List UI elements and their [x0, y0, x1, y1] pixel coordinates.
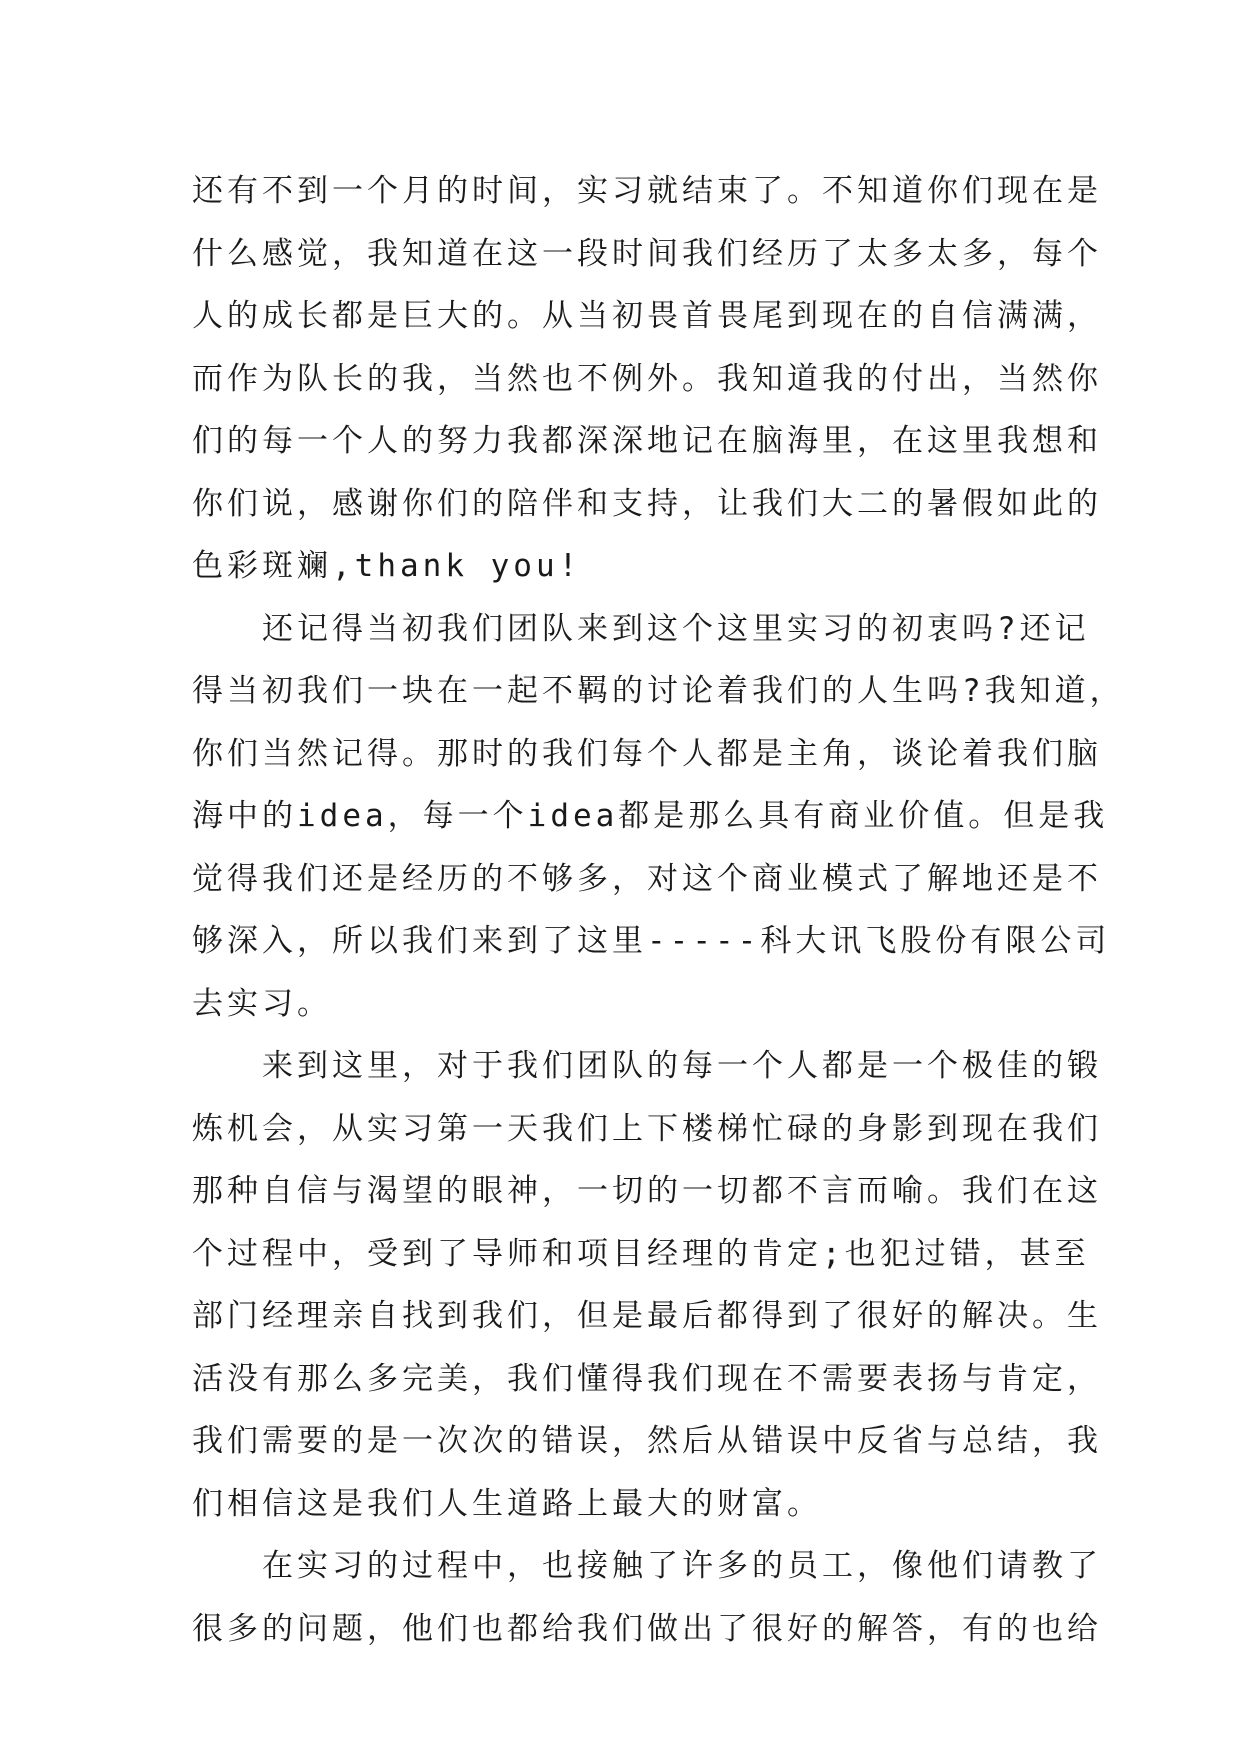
- text-line: 够深入，所以我们来到了这里-----科大讯飞股份有限公司: [192, 923, 1111, 959]
- body-text: [192, 160, 1125, 1660]
- text-line: 你们当然记得。那时的我们每个人都是主角，谈论着我们脑: [192, 735, 1102, 772]
- text-line: 海中的idea，每一个idea都是那么具有商业价值。但是我: [192, 798, 1109, 834]
- text-line: 去实习。: [192, 985, 332, 1022]
- text-line: 还有不到一个月的时间，实习就结束了。不知道你们现在是: [192, 173, 1102, 209]
- text-line: 还记得当初我们团队来到这个这里实习的初衷吗?还记: [192, 610, 1090, 647]
- text-line: 活没有那么多完美，我们懂得我们现在不需要表扬与肯定，: [192, 1360, 1102, 1397]
- text-line: 炼机会，从实习第一天我们上下楼梯忙碌的身影到现在我们: [192, 1110, 1102, 1147]
- text-line: 在实习的过程中，也接触了许多的员工，像他们请教了: [192, 1548, 1102, 1584]
- text-line: 什么感觉，我知道在这一段时间我们经历了太多太多，每个: [192, 235, 1102, 272]
- text-line: 而作为队长的我，当然也不例外。我知道我的付出，当然你: [192, 360, 1102, 397]
- text-line: 我们需要的是一次次的错误，然后从错误中反省与总结，我: [192, 1423, 1102, 1459]
- text-line: 很多的问题，他们也都给我们做出了很好的解答，有的也给: [192, 1610, 1102, 1647]
- text-line: 部门经理亲自找到我们，但是最后都得到了很好的解决。生: [192, 1298, 1102, 1334]
- text-line: 你们说，感谢你们的陪伴和支持，让我们大二的暑假如此的: [192, 485, 1102, 522]
- text-line: 人的成长都是巨大的。从当初畏首畏尾到现在的自信满满，: [192, 298, 1102, 334]
- text-line: 那种自信与渴望的眼神，一切的一切都不言而喻。我们在这: [192, 1173, 1102, 1209]
- text-line: 们的每一个人的努力我都深深地记在脑海里，在这里我想和: [192, 423, 1102, 459]
- text-line: 们相信这是我们人生道路上最大的财富。: [192, 1485, 822, 1522]
- text-line: 个过程中，受到了导师和项目经理的肯定;也犯过错，甚至: [192, 1235, 1090, 1272]
- text-line: 觉得我们还是经历的不够多，对这个商业模式了解地还是不: [192, 860, 1102, 897]
- text-line: 得当初我们一块在一起不羁的讨论着我们的人生吗?我知道，: [192, 673, 1125, 709]
- text-line: 色彩斑斓,thank you!: [192, 548, 582, 584]
- text-line: 来到这里，对于我们团队的每一个人都是一个极佳的锻: [192, 1048, 1102, 1084]
